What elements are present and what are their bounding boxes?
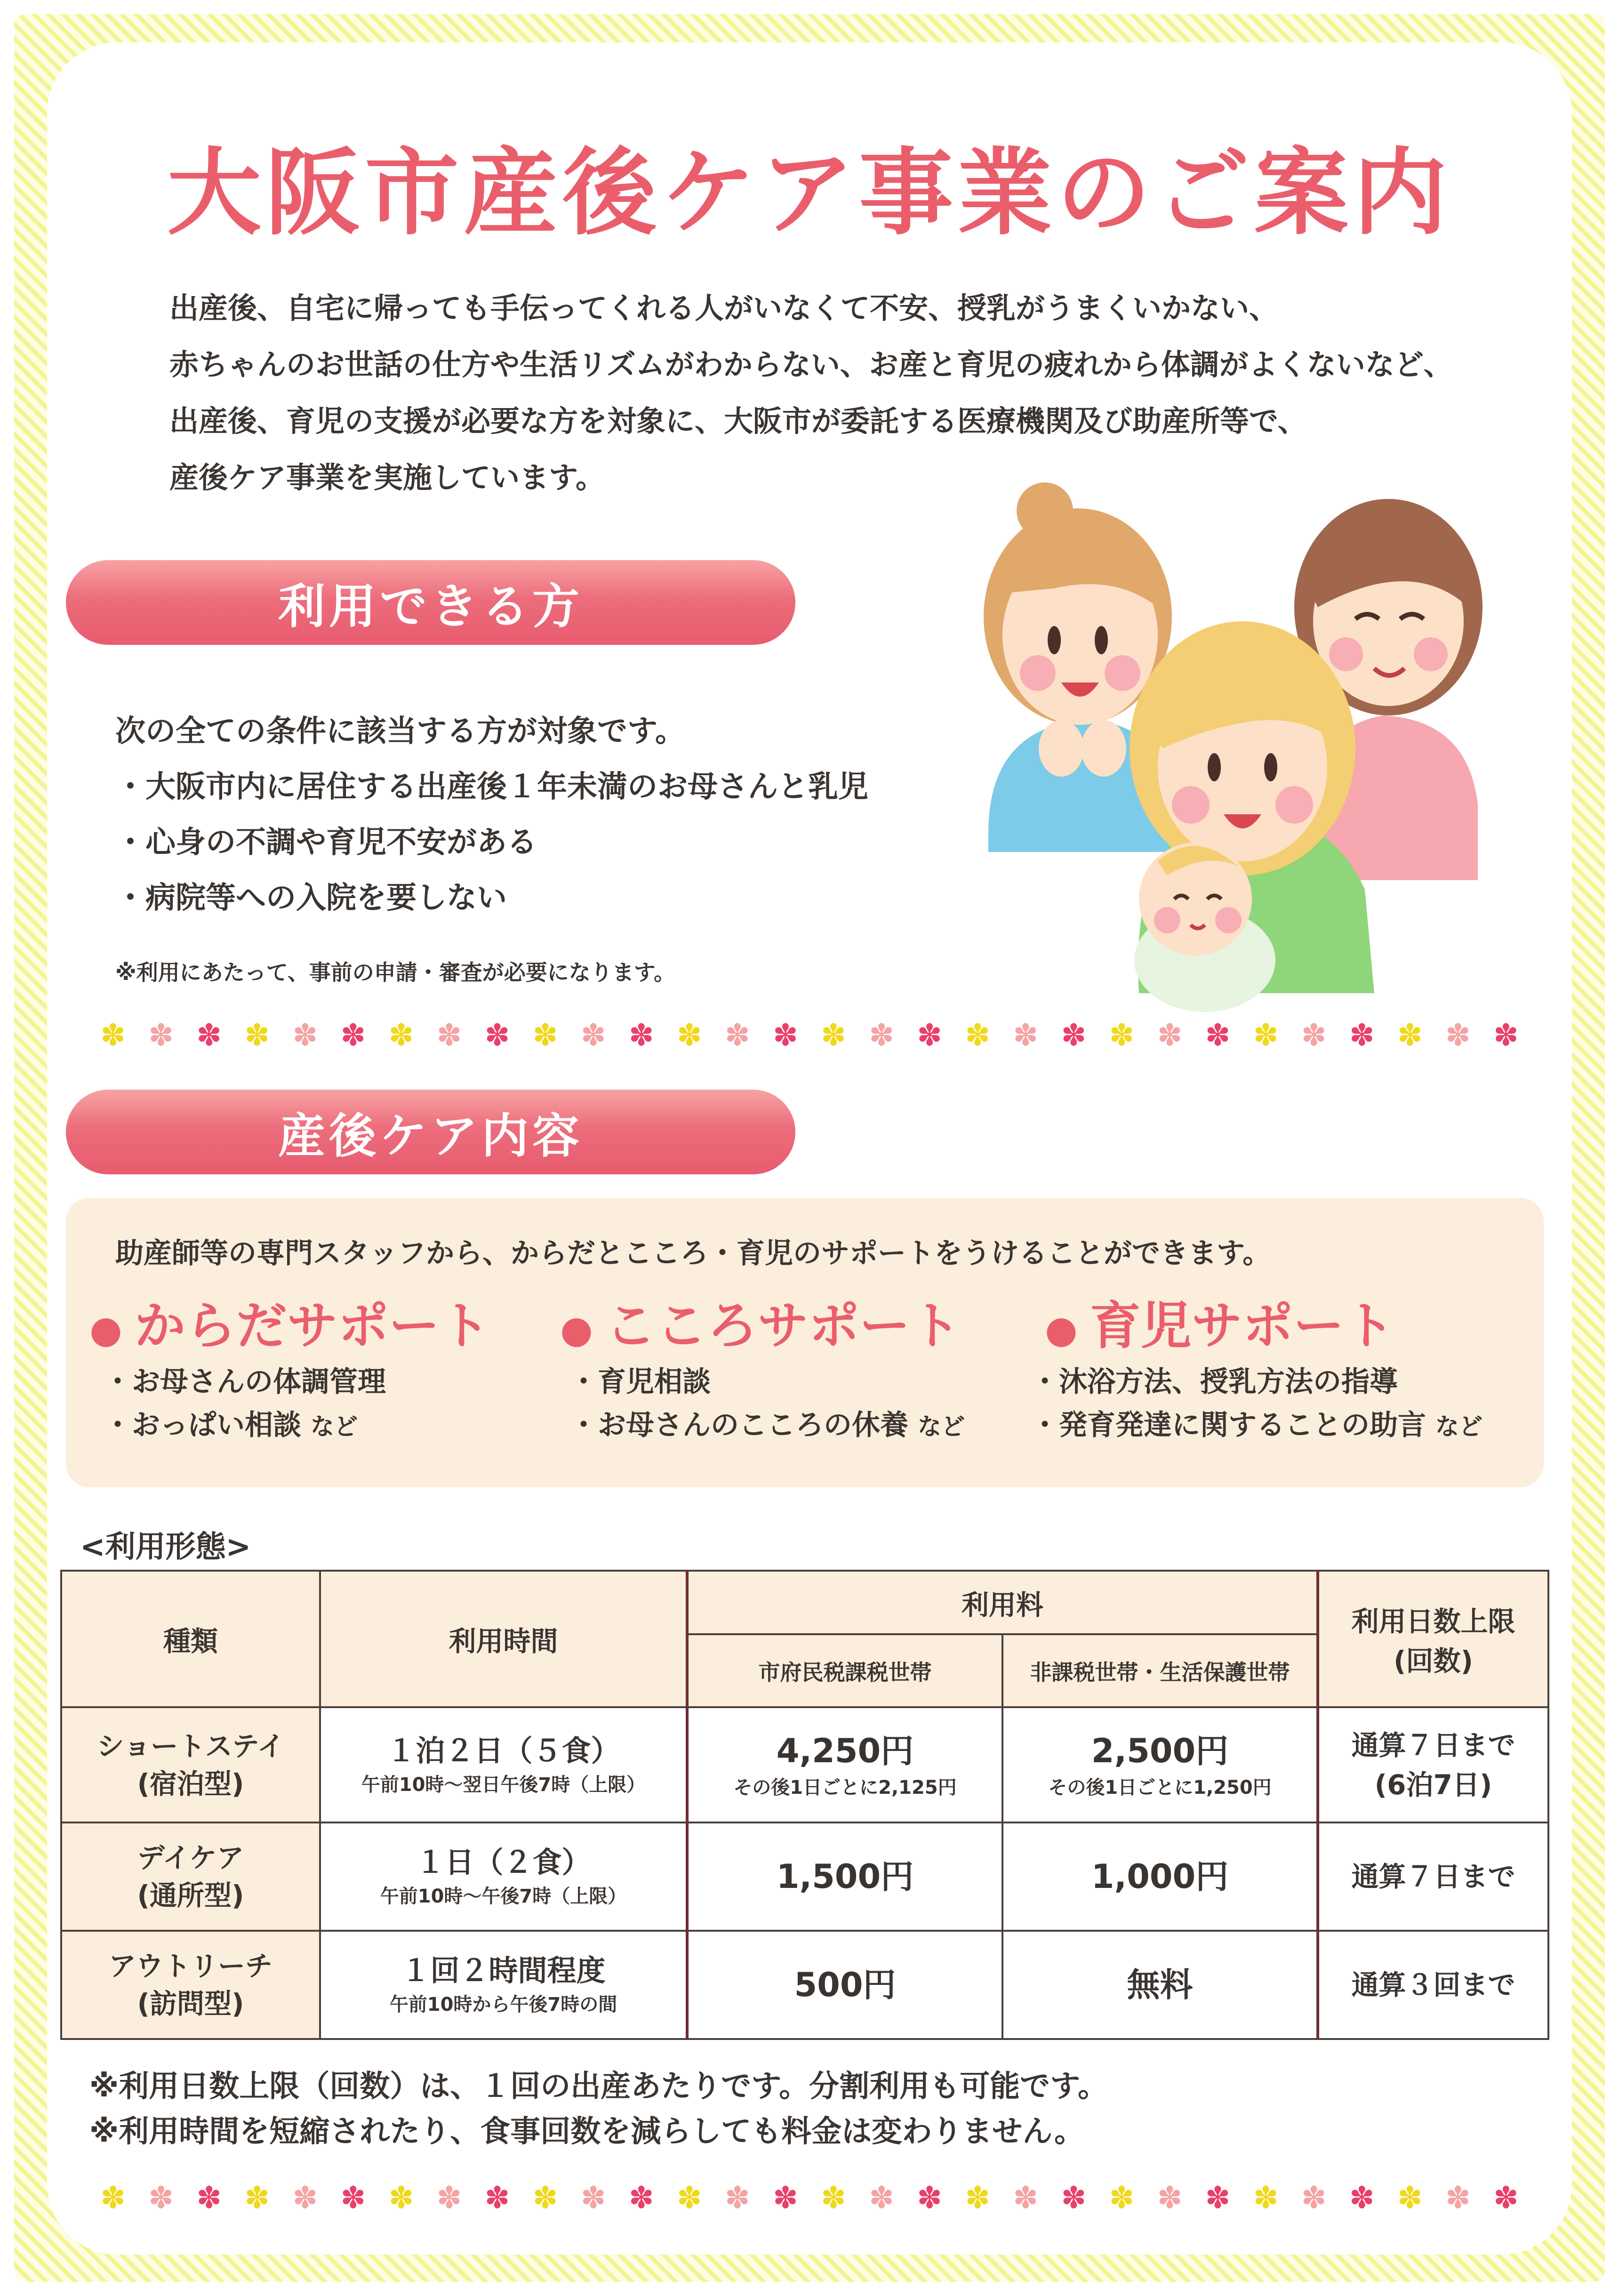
table-row <box>61 1822 1548 1931</box>
flower-icon: ✽ <box>196 1018 222 1053</box>
header-kind: 種類 <box>61 1571 320 1707</box>
care-heading: 産後ケア内容 <box>66 1090 795 1174</box>
flower-icon: ✽ <box>532 1018 558 1053</box>
cell-time: １泊２日（５食） 午前10時～翌日午後7時（上限） <box>320 1707 687 1822</box>
flower-icon: ✽ <box>100 2181 126 2216</box>
flower-icon: ✽ <box>1349 1018 1375 1053</box>
cell-time: １回２時間程度 午前10時から午後7時の間 <box>320 1931 687 2039</box>
childcare-support-title: ● 育児サポート <box>1045 1297 1395 1356</box>
flower-icon: ✽ <box>340 1018 366 1053</box>
bullet-dot: ● <box>89 1307 122 1351</box>
flower-icon: ✽ <box>1013 1018 1038 1053</box>
cell-fee-exempt: 1,000円 <box>1002 1822 1318 1931</box>
flower-icon: ✽ <box>965 2181 990 2216</box>
flower-icon: ✽ <box>676 1018 702 1053</box>
cell-fee-exempt: 2,500円 その後1日ごとに1,250円 <box>1002 1707 1318 1822</box>
flower-icon: ✽ <box>628 2181 654 2216</box>
cell-fee-taxed: 1,500円 <box>687 1822 1002 1931</box>
flower-icon: ✽ <box>244 2181 270 2216</box>
support-item: ・おっぱい相談 など <box>104 1409 358 1442</box>
flower-icon: ✽ <box>1349 2181 1375 2216</box>
mind-support-title: ● こころサポート <box>560 1297 961 1356</box>
eligible-lead: 次の全ての条件に該当する方が対象です。 <box>115 714 685 749</box>
page-title: 大阪市産後ケア事業のご案内 <box>167 138 1452 248</box>
flower-icon: ✽ <box>1061 1018 1087 1053</box>
cell-limit: 通算７日まで <box>1318 1822 1548 1931</box>
flower-icon: ✽ <box>100 1018 126 1053</box>
usage-heading: <利用形態> <box>80 1530 251 1565</box>
flower-icon: ✽ <box>1109 2181 1135 2216</box>
eligible-condition: ・大阪市内に居住する出産後１年未満のお母さんと乳児 <box>115 770 868 804</box>
cell-fee-taxed: 4,250円 その後1日ごとに2,125円 <box>687 1707 1002 1822</box>
flower-icon: ✽ <box>821 2181 846 2216</box>
support-item: ・お母さんの体調管理 <box>104 1365 386 1398</box>
flower-icon: ✽ <box>1445 1018 1471 1053</box>
body-support-items <box>104 1360 386 1448</box>
cell-limit: 通算３回まで <box>1318 1931 1548 2039</box>
flower-icon: ✽ <box>484 1018 510 1053</box>
bullet-dot: ● <box>560 1307 593 1351</box>
eligible-condition: ・心身の不調や育児不安がある <box>115 825 537 860</box>
flower-icon: ✽ <box>532 2181 558 2216</box>
eligible-heading: 利用できる方 <box>66 560 795 645</box>
flower-icon: ✽ <box>628 1018 654 1053</box>
flower-divider <box>94 2179 1525 2217</box>
footnote: ※利用時間を短縮されたり、食事回数を減らしても料金は変わりません。 <box>89 2114 1085 2149</box>
childcare-support-items <box>1031 1360 1483 1448</box>
flower-icon: ✽ <box>580 1018 606 1053</box>
flower-icon: ✽ <box>773 2181 798 2216</box>
header-fee-exempt: 非課税世帯・生活保護世帯 <box>1002 1634 1318 1707</box>
flower-icon: ✽ <box>917 1018 942 1053</box>
footnotes <box>89 2064 1108 2154</box>
flower-icon: ✽ <box>1301 2181 1327 2216</box>
flower-icon: ✽ <box>148 1018 174 1053</box>
flower-icon: ✽ <box>1397 2181 1423 2216</box>
intro-line: 赤ちゃんのお世話の仕方や生活リズムがわからない、お産と育児の疲れから体調がよくないなど、 <box>169 347 1453 382</box>
eligible-note: ※利用にあたって、事前の申請・審査が必要になります。 <box>115 960 676 985</box>
cell-fee-exempt: 無料 <box>1002 1931 1318 2039</box>
flower-icon: ✽ <box>1109 1018 1135 1053</box>
flower-icon: ✽ <box>196 2181 222 2216</box>
intro-line: 出産後、育児の支援が必要な方を対象に、大阪市が委託する医療機関及び助産所等で、 <box>169 404 1307 438</box>
eligible-condition: ・病院等への入院を要しない <box>115 881 507 915</box>
flower-icon: ✽ <box>292 1018 318 1053</box>
flower-icon: ✽ <box>148 2181 174 2216</box>
flower-icon: ✽ <box>1061 2181 1087 2216</box>
mind-support-items <box>569 1360 965 1448</box>
flower-icon: ✽ <box>1253 2181 1279 2216</box>
header-fee-taxed: 市府民税課税世帯 <box>687 1634 1002 1707</box>
flower-icon: ✽ <box>917 2181 942 2216</box>
footnote: ※利用日数上限（回数）は、１回の出産あたりです。分割利用も可能です。 <box>89 2069 1108 2104</box>
cell-fee-taxed: 500円 <box>687 1931 1002 2039</box>
flower-icon: ✽ <box>1205 2181 1231 2216</box>
cell-kind: デイケア (通所型) <box>61 1822 320 1931</box>
flower-icon: ✽ <box>1253 1018 1279 1053</box>
flower-icon: ✽ <box>1205 1018 1231 1053</box>
flower-icon: ✽ <box>725 1018 750 1053</box>
cell-limit: 通算７日まで (6泊7日) <box>1318 1707 1548 1822</box>
intro-line: 出産後、自宅に帰っても手伝ってくれる人がいなくて不安、授乳がうまくいかない、 <box>169 291 1279 325</box>
support-item: ・お母さんのこころの休養 など <box>569 1409 965 1442</box>
flower-icon: ✽ <box>1493 2181 1519 2216</box>
support-item: ・発育発達に関することの助言 など <box>1031 1409 1483 1442</box>
flower-icon: ✽ <box>725 2181 750 2216</box>
flower-icon: ✽ <box>1157 2181 1183 2216</box>
usage-table <box>60 1570 1549 2040</box>
flower-icon: ✽ <box>773 1018 798 1053</box>
flower-icon: ✽ <box>436 1018 462 1053</box>
support-item: ・育児相談 <box>569 1365 711 1398</box>
header-limit: 利用日数上限 (回数) <box>1318 1571 1548 1707</box>
flower-icon: ✽ <box>484 2181 510 2216</box>
flower-icon: ✽ <box>388 2181 414 2216</box>
care-lead: 助産師等の専門スタッフから、からだとこころ・育児のサポートをうけることができます。 <box>115 1237 1271 1270</box>
header-time: 利用時間 <box>320 1571 687 1707</box>
flower-icon: ✽ <box>1157 1018 1183 1053</box>
flower-icon: ✽ <box>676 2181 702 2216</box>
flower-icon: ✽ <box>869 1018 894 1053</box>
flower-icon: ✽ <box>1493 1018 1519 1053</box>
flower-icon: ✽ <box>821 1018 846 1053</box>
header-fee: 利用料 <box>687 1571 1318 1634</box>
flower-icon: ✽ <box>244 1018 270 1053</box>
cell-time: １日（２食） 午前10時～午後7時（上限） <box>320 1822 687 1931</box>
flower-icon: ✽ <box>388 1018 414 1053</box>
cell-kind: アウトリーチ (訪問型) <box>61 1931 320 2039</box>
flower-divider <box>94 1017 1525 1054</box>
cell-kind: ショートステイ (宿泊型) <box>61 1707 320 1822</box>
table-row <box>61 1931 1548 2039</box>
flower-icon: ✽ <box>292 2181 318 2216</box>
flower-icon: ✽ <box>1445 2181 1471 2216</box>
flower-icon: ✽ <box>580 2181 606 2216</box>
body-support-title: ● からだサポート <box>89 1297 490 1356</box>
support-item: ・沐浴方法、授乳方法の指導 <box>1031 1365 1398 1398</box>
bullet-dot: ● <box>1045 1307 1078 1351</box>
table-row <box>61 1707 1548 1822</box>
flower-icon: ✽ <box>1397 1018 1423 1053</box>
flower-icon: ✽ <box>1301 1018 1327 1053</box>
intro-line: 産後ケア事業を実施しています。 <box>169 460 605 495</box>
flower-icon: ✽ <box>965 1018 990 1053</box>
flower-icon: ✽ <box>1013 2181 1038 2216</box>
flower-icon: ✽ <box>340 2181 366 2216</box>
mothers-and-baby-illustration <box>960 466 1511 1012</box>
eligible-conditions <box>115 704 962 926</box>
flower-icon: ✽ <box>869 2181 894 2216</box>
flower-icon: ✽ <box>436 2181 462 2216</box>
